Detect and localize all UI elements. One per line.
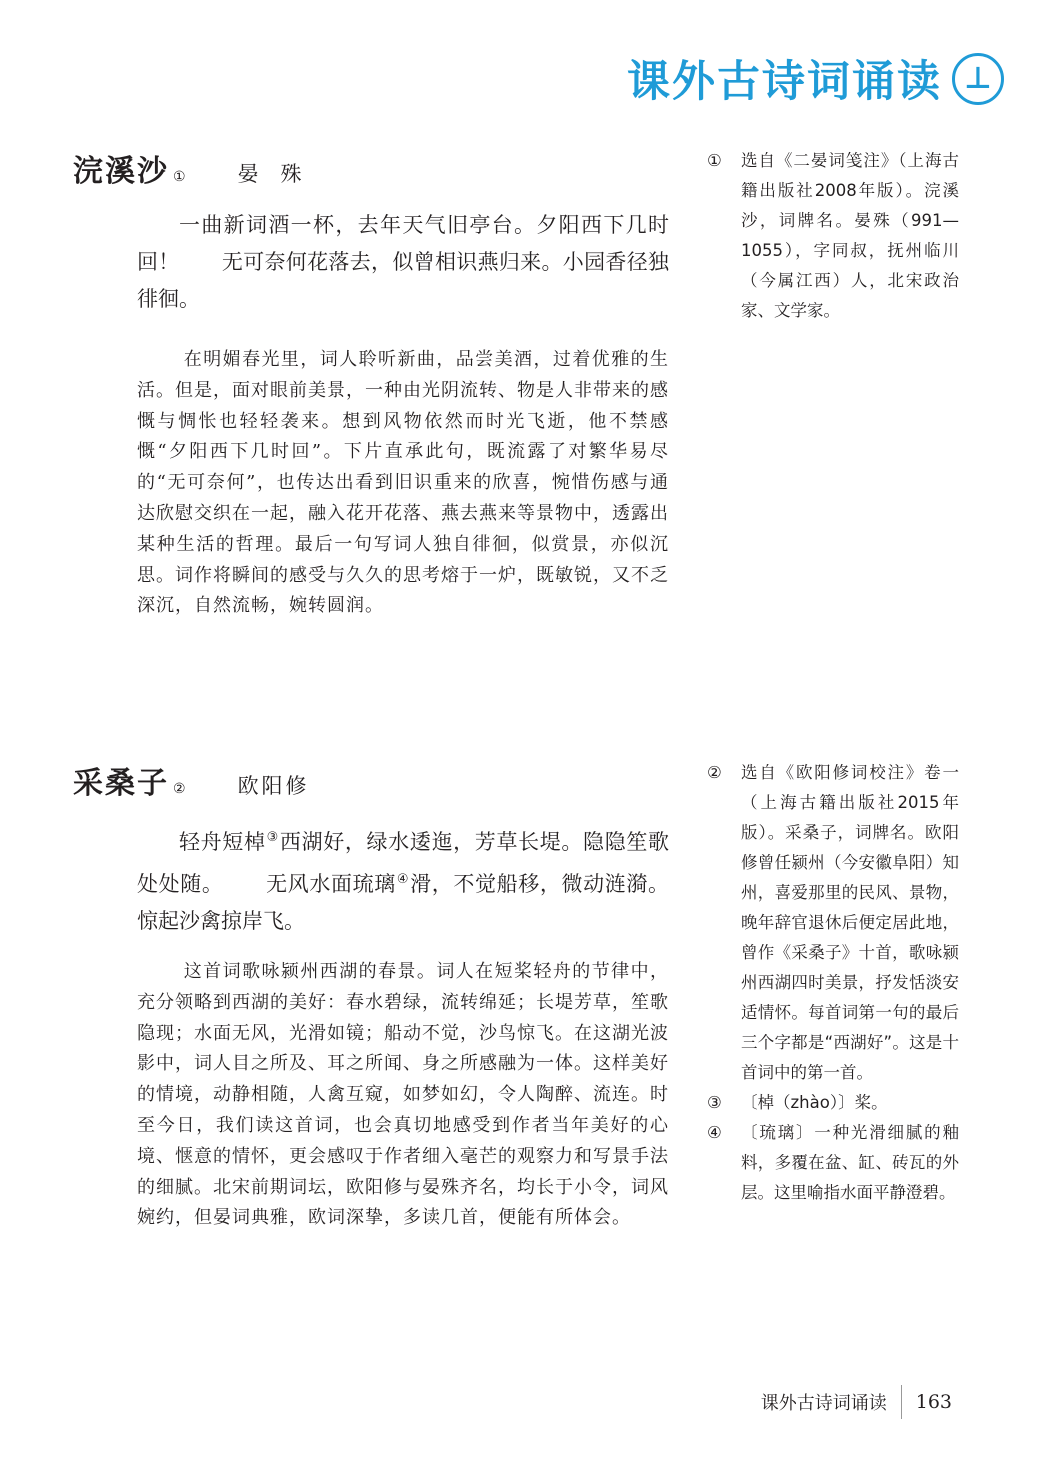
footnote-ref-4: ④ <box>396 872 410 887</box>
poem2-segment: 西湖好，绿水逶迤，芳草长堤。隐隐笙歌处处随。 <box>137 830 670 896</box>
footnote-number: ④ <box>707 1123 722 1142</box>
footnote-text: 选自《二晏词笺注》（上海古籍出版社2008年版）。浣溪沙，词牌名。晏殊（991—1055），字同叔，抚州临川（今属江西）人，北宋政治家、文学家。 <box>741 151 959 320</box>
poem1-line1: 一曲新词酒一杯，去年天气旧亭台。夕阳西下几时回！ <box>137 213 669 274</box>
poem1-text <box>137 207 669 318</box>
footnote-item <box>707 146 959 326</box>
section-title: 课外古诗词诵读 <box>627 57 942 107</box>
footnote-text: 〔棹（zhào）〕桨。 <box>741 1093 888 1112</box>
page-number: 163 <box>915 1391 952 1413</box>
page-header <box>627 48 1004 109</box>
footnote-text: 〔琉璃〕一种光滑细腻的釉料，多覆在盆、缸、砖瓦的外层。这里喻指水面平静澄碧。 <box>741 1123 959 1202</box>
poem1-notes <box>707 146 959 326</box>
poem2-author: 欧阳修 <box>237 774 310 798</box>
footnote-item <box>707 758 959 1088</box>
page-footer <box>761 1385 952 1419</box>
footer-section-label: 课外古诗词诵读 <box>760 1393 887 1414</box>
poem1-commentary: 在明媚春光里，词人聆听新曲，品尝美酒，过着优雅的生活。但是，面对眼前美景，一种由光阴流转、物是人非带来的感慨与惆怅也轻轻袭来。想到风物依然而时光飞逝，他不禁感慨“夕阳西下几时回”。下片直承此句，既流露了对繁华易尽的“无可奈何”，也传达出看到旧识重来的欣喜，惋惜伤感与通达欣慰交织在一起，融入花开花落、燕去燕来等景物中，透露出某种生活的哲理。最后一句写词人独自徘徊，似赏景，亦似沉思。词作将瞬间的感受与久久的思考熔于一炉，既敏锐，又不乏深沉，自然流畅，婉转圆润。 <box>137 349 669 617</box>
poem2-heading <box>73 758 310 802</box>
poem1-heading <box>73 146 324 190</box>
poem2-title: 采桑子 <box>73 766 169 801</box>
poem1-author: 晏殊 <box>237 162 324 186</box>
poem2-segment: 滑，不觉船移，微动涟漪。惊起沙禽掠岸飞。 <box>137 872 670 933</box>
footnote-number: ① <box>707 151 722 170</box>
poem1-title: 浣溪沙 <box>73 154 169 189</box>
poem2-text <box>137 819 669 940</box>
footnote-number: ② <box>707 763 722 782</box>
poem2-commentary: 这首词歌咏颍州西湖的春景。词人在短桨轻舟的节律中，充分领略到西湖的美好：春水碧绿，流转绵延；长堤芳草，笙歌隐现；水面无风，光滑如镜；船动不觉，沙鸟惊飞。在这湖光波影中，词人目之所及、耳之所闻、身之所感融为一体。这样美好的情境，动静相随，人禽互窥，如梦如幻，令人陶醉、流连。时至今日，我们读这首词，也会真切地感受到作者当年美好的心境、惬意的情怀，更会感叹于作者细入毫芒的观察力和写景手法的细腻。北宋前期词坛，欧阳修与晏殊齐名，均长于小令，词风婉约，但晏词典雅，欧词深挚，多读几首，便能有所体会。 <box>137 961 669 1229</box>
footnote-number: ③ <box>707 1093 722 1112</box>
poem2-segment: 轻舟短棹 <box>179 830 266 854</box>
volume-badge-icon: ⊥ <box>952 53 1004 105</box>
poem2-segment: 无风水面琉璃 <box>265 872 396 896</box>
footnote-text: 选自《欧阳修词校注》卷一（上海古籍出版社2015年版）。采桑子，词牌名。欧阳修曾任颍州（今安徽阜阳）知州，喜爱那里的民风、景物，晚年辞官退休后便定居此地，曾作《采桑子》十首，歌咏颍州西湖四时美景，抒发恬淡安适情怀。每首词第一句的最后三个字都是“西湖好”。这是十首词中的第一首。 <box>741 763 959 1082</box>
footnote-item <box>707 1118 959 1208</box>
poem2-footnote-ref: ② <box>173 781 186 797</box>
poem2-notes <box>707 758 959 1208</box>
poem1-line2: 无可奈何花落去，似曾相识燕归来。小园香径独徘徊。 <box>137 250 669 311</box>
footnote-item <box>707 1088 959 1118</box>
footer-divider <box>901 1385 902 1419</box>
footnote-ref-3: ③ <box>266 830 279 845</box>
poem1-footnote-ref: ① <box>173 169 186 185</box>
